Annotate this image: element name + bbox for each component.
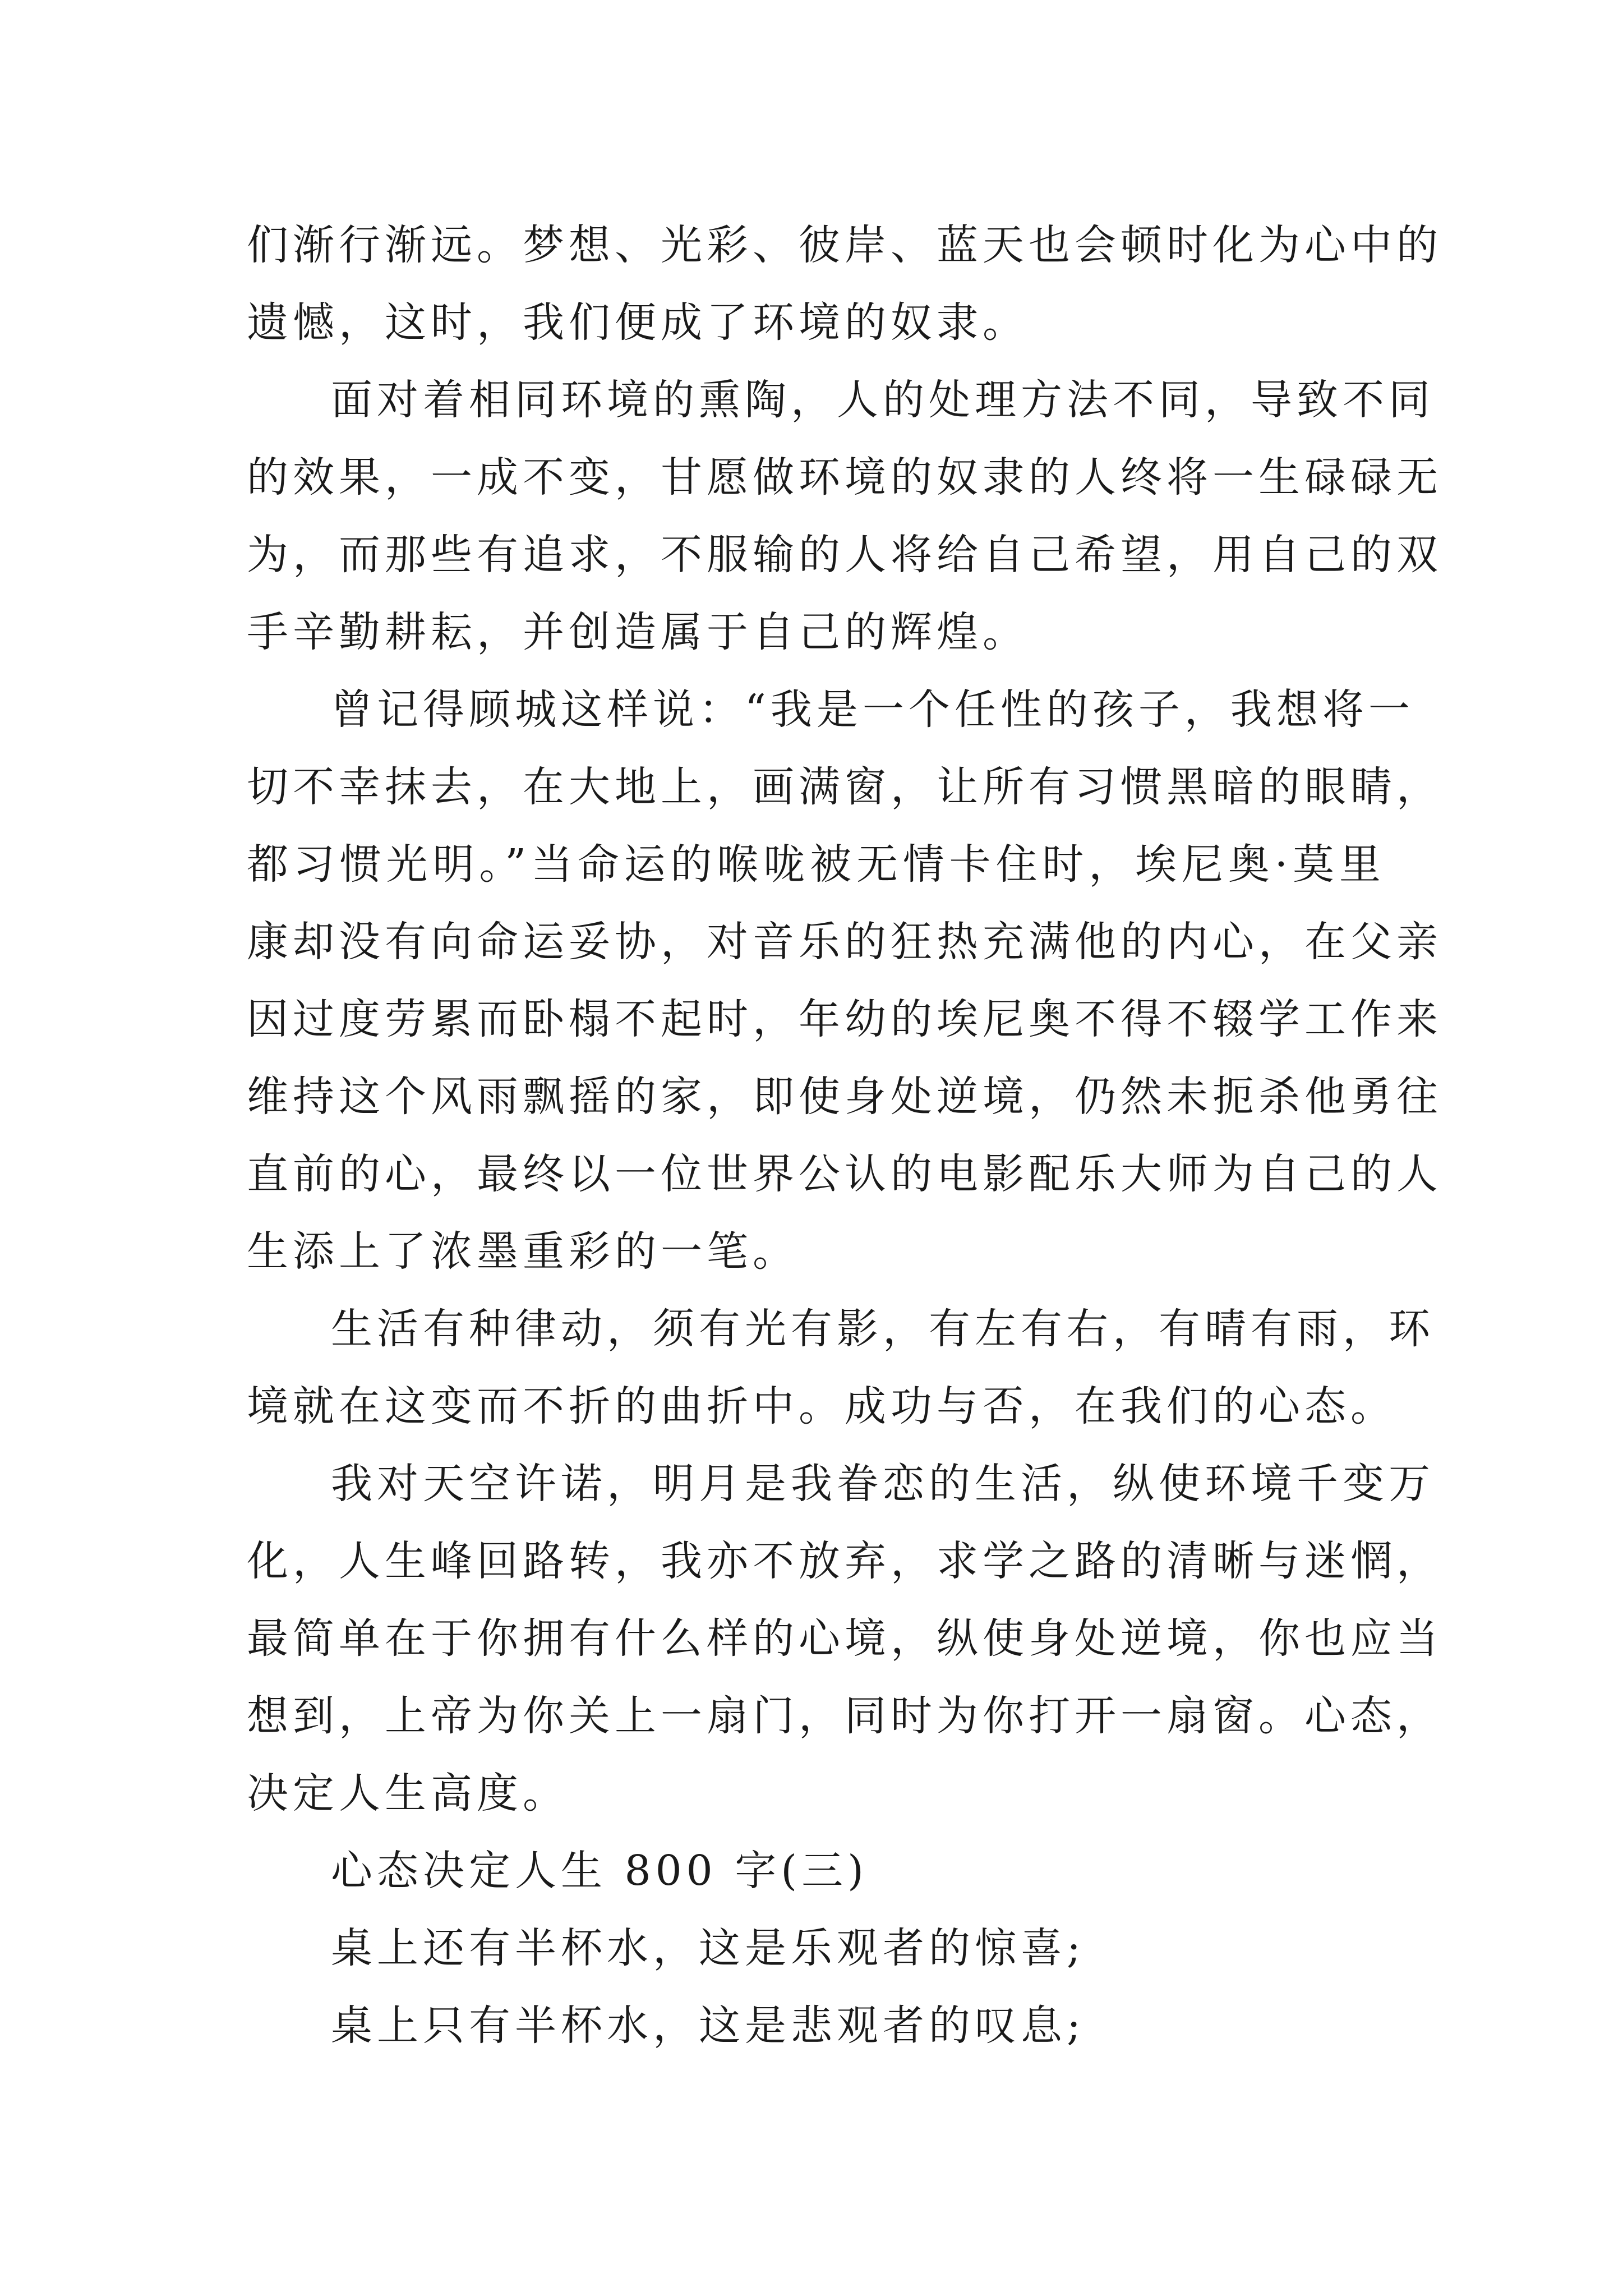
text-line: 生添上了浓墨重彩的一笔。: [247, 1227, 799, 1276]
paragraph-first-line: 曾记得顾城这样说：“我是一个任性的孩子，我想将一: [331, 685, 1414, 734]
paragraph-first-line: 心态决定人生 800 字(三): [331, 1847, 869, 1895]
paragraph-first-line: 生活有种律动，须有光有影，有左有右，有晴有雨，环: [331, 1305, 1435, 1353]
text-line: 决定人生高度。: [247, 1769, 569, 1818]
text-line: 因过度劳累而卧榻不起时，年幼的埃尼奥不得不辍学工作来: [247, 995, 1442, 1043]
text-line: 手辛勤耕耘，并创造属于自己的辉煌。: [247, 608, 1029, 656]
text-line: 都习惯光明。”当命运的喉咙被无情卡住时，埃尼奥·莫里: [247, 840, 1385, 889]
text-line: 遗憾，这时，我们便成了环境的奴隶。: [247, 298, 1029, 347]
text-line: 境就在这变而不折的曲折中。成功与否，在我们的心态。: [247, 1382, 1396, 1430]
paragraph-first-line: 我对天空许诺，明月是我眷恋的生活，纵使环境千变万: [331, 1460, 1435, 1508]
text-line: 切不幸抹去，在大地上，画满窗，让所有习惯黑暗的眼睛，: [247, 763, 1442, 811]
paragraph-first-line: 面对着相同环境的熏陶，人的处理方法不同，导致不同: [331, 376, 1435, 424]
text-line: 们渐行渐远。梦想、光彩、彼岸、蓝天也会顿时化为心中的: [247, 221, 1442, 269]
text-line: 维持这个风雨飘摇的家，即使身处逆境，仍然未扼杀他勇往: [247, 1073, 1442, 1121]
text-line: 康却没有向命运妥协，对音乐的狂热充满他的内心，在父亲: [247, 918, 1442, 966]
text-line: 直前的心，最终以一位世界公认的电影配乐大师为自己的人: [247, 1150, 1442, 1198]
paragraph-first-line: 桌上只有半杯水，这是悲观者的叹息;: [331, 2001, 1085, 2050]
text-line: 想到，上帝为你关上一扇门，同时为你打开一扇窗。心态，: [247, 1692, 1442, 1740]
body-text: [247, 206, 1442, 2064]
text-line: 为，而那些有追求，不服输的人将给自己希望，用自己的双: [247, 531, 1442, 579]
text-line: 化，人生峰回路转，我亦不放弃，求学之路的清晰与迷惘，: [247, 1537, 1442, 1585]
paragraph-first-line: 桌上还有半杯水，这是乐观者的惊喜;: [331, 1924, 1085, 1972]
text-line: 的效果，一成不变，甘愿做环境的奴隶的人终将一生碌碌无: [247, 453, 1442, 501]
text-line: 最简单在于你拥有什么样的心境，纵使身处逆境，你也应当: [247, 1614, 1442, 1663]
